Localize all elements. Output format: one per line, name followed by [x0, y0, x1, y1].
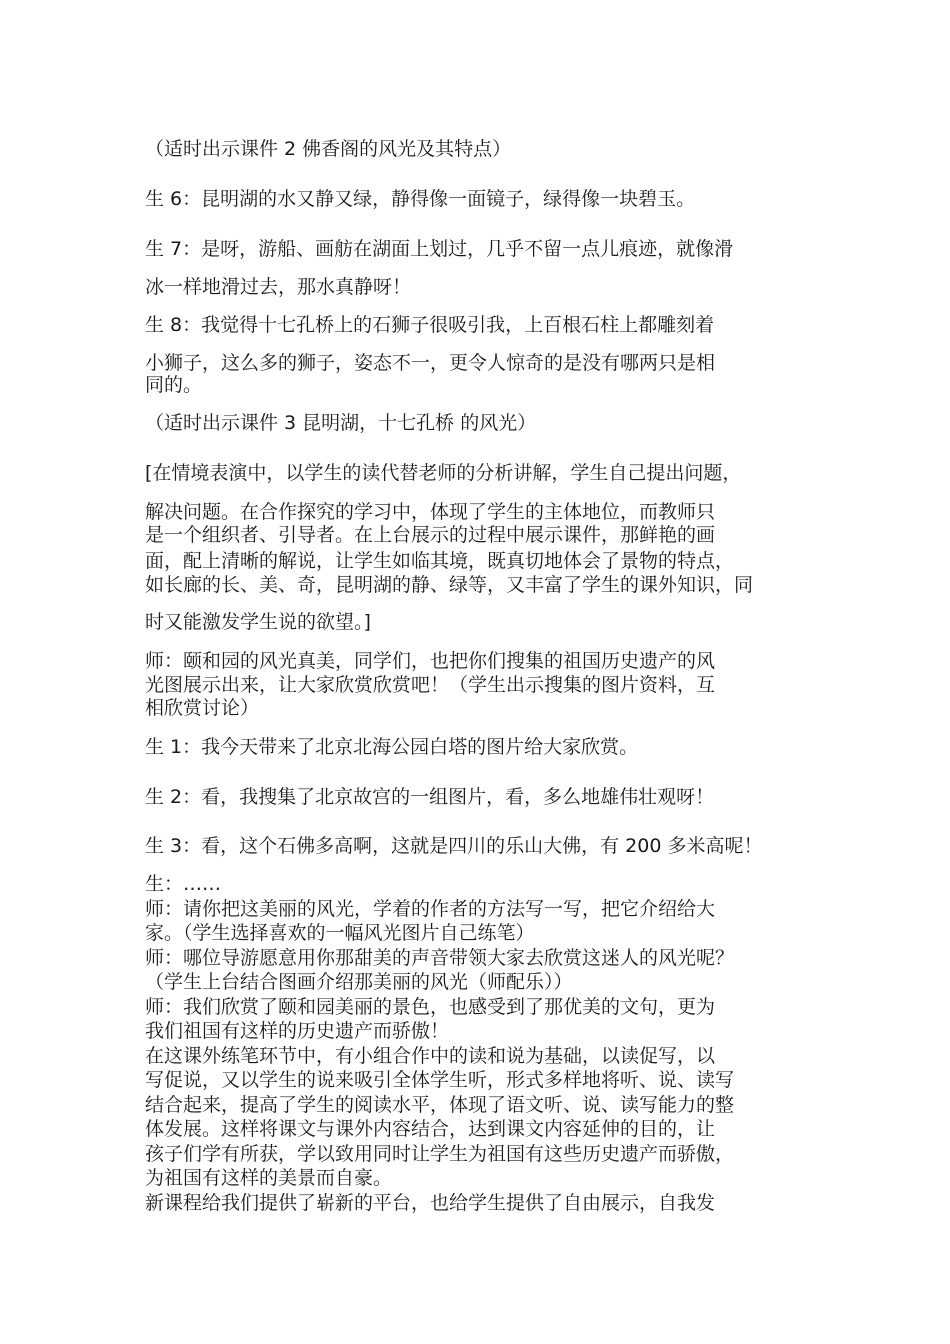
- text-line-33: 为祖国有这样的美景而自豪。: [145, 1167, 393, 1189]
- text-line-12: 面，配上清晰的解说，让学生如临其境，既真切地体会了景物的特点，: [145, 550, 735, 572]
- text-line-29: 写促说，又以学生的说来吸引全体学生听，形式多样地将听、说、读写: [145, 1069, 735, 1091]
- text-line-21: 生：……: [145, 873, 222, 895]
- text-line-30: 结合起来，提高了学生的阅读水平，体现了语文听、说、读写能力的整: [145, 1094, 735, 1116]
- text-line-5: 生 8：我觉得十七孔桥上的石狮子很吸引我，上百根石柱上都雕刻着: [145, 314, 715, 336]
- text-line-19: 生 2：看，我搜集了北京故宫的一组图片，看，多么地雄伟壮观呀！: [145, 786, 715, 808]
- text-line-32: 孩子们学有所获，学以致用同时让学生为祖国有这些历史遗产而骄傲，: [145, 1143, 735, 1165]
- text-line-23: 家。（学生选择喜欢的一幅风光图片自己练笔）: [145, 922, 535, 944]
- text-line-2: 生 6：昆明湖的水又静又绿，静得像一面镜子，绿得像一块碧玉。: [145, 188, 696, 210]
- text-line-25: （学生上台结合图画介绍那美丽的风光（师配乐））: [145, 971, 573, 993]
- text-line-26: 师：我们欣赏了颐和园美丽的景色，也感受到了那优美的文句，更为: [145, 996, 716, 1018]
- text-line-3: 生 7：是呀，游船、画舫在湖面上划过，几乎不留一点儿痕迹，就像滑: [145, 238, 734, 260]
- text-line-24: 师：哪位导游愿意用你那甜美的声音带领大家去欣赏这迷人的风光呢？: [145, 947, 735, 969]
- text-line-28: 在这课外练笔环节中，有小组合作中的读和说为基础，以读促写，以: [145, 1045, 716, 1067]
- text-line-31: 体发展。这样将课文与课外内容结合，达到课文内容延伸的目的，让: [145, 1118, 716, 1140]
- text-line-6: 小狮子，这么多的狮子，姿态不一，更令人惊奇的是没有哪两只是相: [145, 352, 716, 374]
- text-line-18: 生 1：我今天带来了北京北海公园白塔的图片给大家欣赏。: [145, 736, 639, 758]
- text-line-9: [在情境表演中，以学生的读代替老师的分析讲解，学生自己提出问题，: [145, 462, 742, 484]
- text-line-14: 时又能激发学生说的欲望。]: [145, 611, 371, 633]
- text-line-11: 是一个组织者、引导者。在上台展示的过程中展示课件，那鲜艳的画: [145, 524, 716, 546]
- text-line-15: 师：颐和园的风光真美，同学们，也把你们搜集的祖国历史遗产的风: [145, 650, 716, 672]
- text-line-17: 相欣赏讨论）: [145, 697, 260, 719]
- text-line-34: 新课程给我们提供了崭新的平台，也给学生提供了自由展示，自我发: [145, 1192, 716, 1214]
- text-line-16: 光图展示出来，让大家欣赏欣赏吧！（学生出示搜集的图片资料，互: [145, 674, 716, 696]
- text-line-22: 师：请你把这美丽的风光，学着的作者的方法写一写，把它介绍给大: [145, 898, 716, 920]
- text-line-10: 解决问题。在合作探究的学习中，体现了学生的主体地位，而教师只: [145, 501, 716, 523]
- text-line-4: 冰一样地滑过去，那水真静呀！: [145, 276, 412, 298]
- text-line-13: 如长廊的长、美、奇，昆明湖的静、绿等，又丰富了学生的课外知识，同: [145, 574, 754, 596]
- text-line-7: 同的。: [145, 374, 203, 396]
- text-line-8: （适时出示课件 3 昆明湖，十七孔桥 的风光）: [145, 412, 537, 434]
- text-line-27: 我们祖国有这样的历史遗产而骄傲！: [145, 1020, 450, 1042]
- text-line-20: 生 3：看，这个石佛多高啊，这就是四川的乐山大佛，有 200 多米高呢！: [145, 835, 763, 857]
- text-line-1: （适时出示课件 2 佛香阁的风光及其特点）: [145, 138, 512, 160]
